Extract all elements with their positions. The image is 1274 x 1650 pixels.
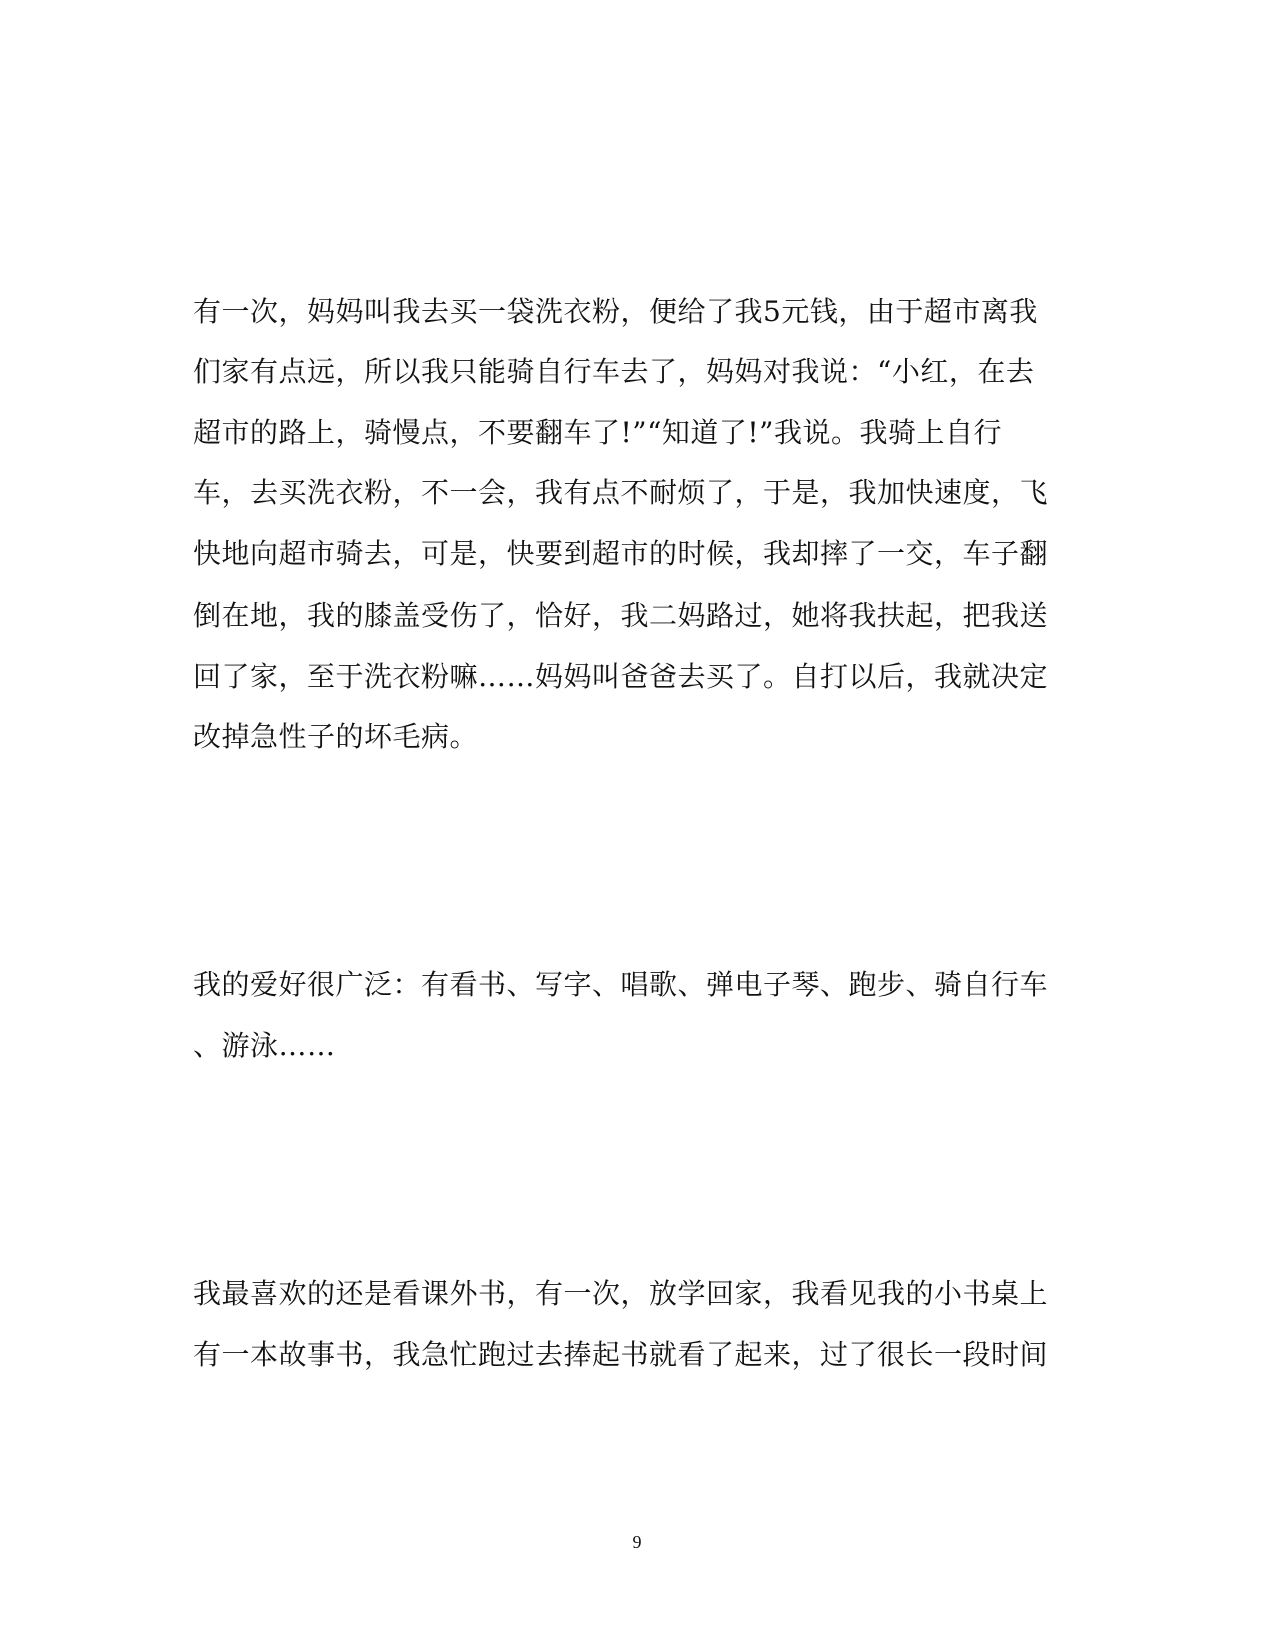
paragraph-line: 车，去买洗衣粉，不一会，我有点不耐烦了，于是，我加快速度，飞 xyxy=(193,476,1049,509)
paragraph-line: 回了家，至于洗衣粉嘛……妈妈叫爸爸去买了。自打以后，我就决定 xyxy=(193,660,1049,693)
page-number: 9 xyxy=(632,1532,642,1552)
paragraph-line: 快地向超市骑去，可是，快要到超市的时候，我却摔了一交，车子翻 xyxy=(193,537,1049,570)
paragraph-line: 改掉急性子的坏毛病。 xyxy=(193,720,479,753)
paragraph-line: 、游泳…… xyxy=(193,1029,336,1062)
paragraph-line: 我的爱好很广泛：有看书、写字、唱歌、弹电子琴、跑步、骑自行车 xyxy=(193,968,1049,1001)
paragraph-line: 有一次，妈妈叫我去买一袋洗衣粉，便给了我5元钱，由于超市离我 xyxy=(193,295,1038,328)
paragraph-line: 们家有点远，所以我只能骑自行车去了，妈妈对我说：“小红，在去 xyxy=(193,355,1035,388)
paragraph-line: 我最喜欢的还是看课外书，有一次，放学回家，我看见我的小书桌上 xyxy=(193,1277,1049,1310)
paragraph-line: 有一本故事书，我急忙跑过去捧起书就看了起来，过了很长一段时间 xyxy=(193,1338,1049,1371)
paragraph-line: 倒在地，我的膝盖受伤了，恰好，我二妈路过，她将我扶起，把我送 xyxy=(193,599,1049,632)
paragraph-line: 超市的路上，骑慢点，不要翻车了!”“知道了!”我说。我骑上自行 xyxy=(193,416,1002,449)
